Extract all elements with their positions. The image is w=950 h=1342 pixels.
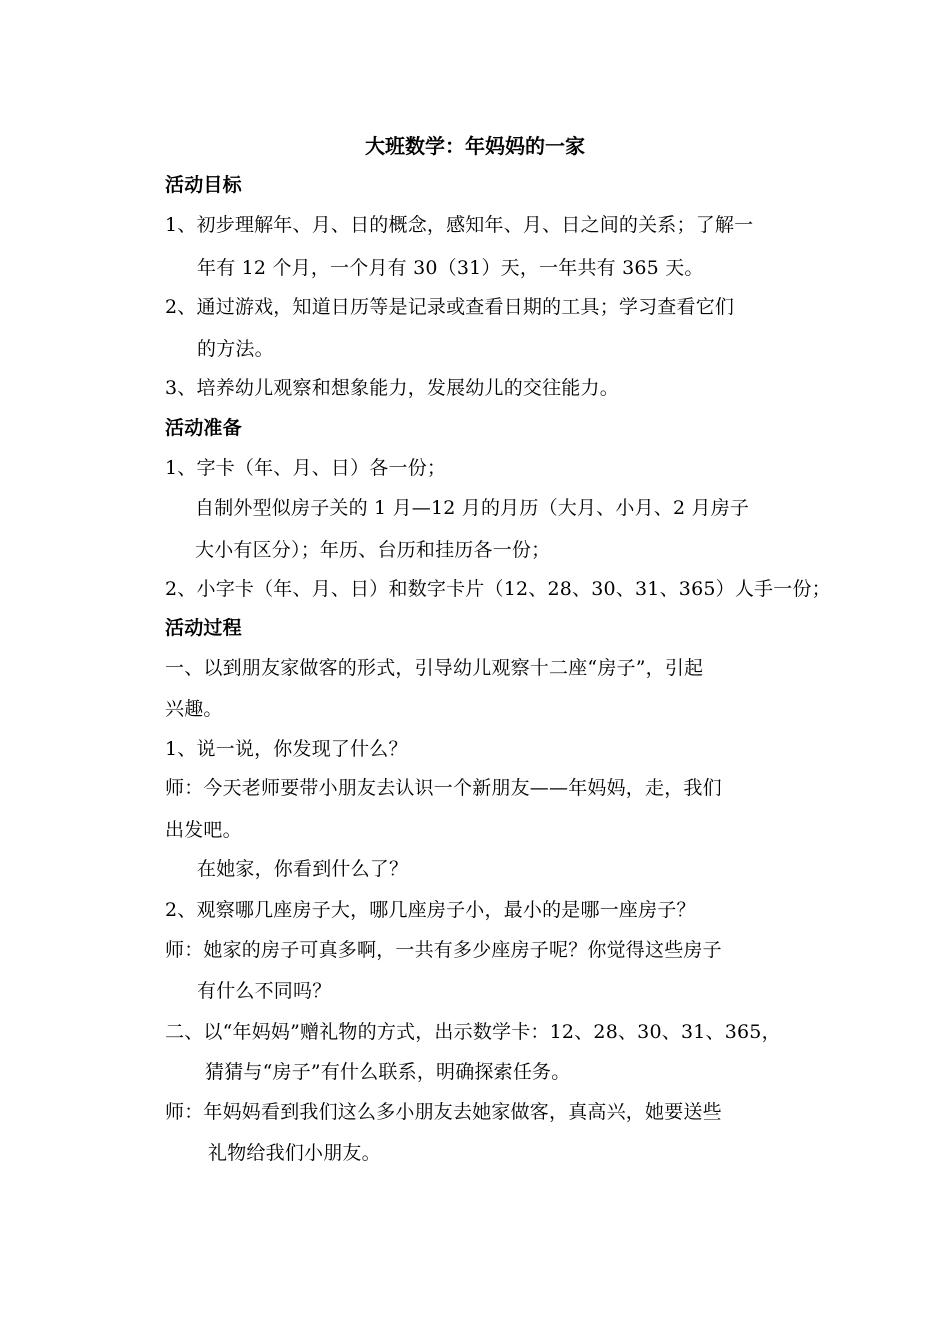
goal-2-line-1: 2、通过游戏，知道日历等是记录或查看日期的工具；学习查看它们 [165,296,735,318]
prep-1: 1、字卡（年、月、日）各一份； [165,457,447,479]
teacher-line-2a: 师：她家的房子可真多啊，一共有多少座房子呢？你觉得这些房子 [165,939,722,961]
prep-1-line-2: 自制外型似房子关的 1 月—12 月的月历（大月、小月、2 月房子 [195,497,750,519]
teacher-line-3b: 礼物给我们小朋友。 [208,1142,381,1164]
teacher-line-3a: 师：年妈妈看到我们这么多小朋友去她家做客，真高兴，她要送些 [165,1101,722,1123]
step-1-item-2: 2、观察哪几座房子大，哪几座房子小，最小的是哪一座房子？ [165,899,696,921]
teacher-line-1a: 师：今天老师要带小朋友去认识一个新朋友——年妈妈，走，我们 [165,777,722,799]
page-title: 大班数学：年妈妈的一家 [365,134,585,158]
teacher-line-1c: 在她家，你看到什么了？ [197,858,409,880]
prep-1-line-3: 大小有区分）；年历、台历和挂历各一份； [195,539,551,561]
teacher-line-1b: 出发吧。 [165,819,242,841]
step-1-line-1: 一、以到朋友家做客的形式，引导幼儿观察十二座“房子”，引起 [165,657,704,679]
step-2-line-1: 二、以“年妈妈”赠礼物的方式，出示数学卡：12、28、30、31、365， [165,1021,781,1043]
step-1-line-2: 兴趣。 [165,698,223,720]
teacher-line-2b: 有什么不同吗？ [197,980,332,1002]
prep-2: 2、小字卡（年、月、日）和数字卡片（12、28、30、31、365）人手一份； [165,578,831,600]
step-1-item-1: 1、说一说，你发现了什么？ [165,738,408,760]
section-heading-process: 活动过程 [165,617,242,639]
goal-1-line-2: 年有 12 个月，一个月有 30（31）天，一年共有 365 天。 [197,257,704,279]
goal-2-line-2: 的方法。 [197,338,274,360]
step-2-line-2: 猜猜与“房子”有什么联系，明确探索任务。 [205,1061,571,1083]
section-heading-preparation: 活动准备 [165,417,242,439]
goal-1-line-1: 1、初步理解年、月、日的概念，感知年、月、日之间的关系；了解一 [165,214,754,236]
section-heading-goals: 活动目标 [165,174,242,196]
goal-3: 3、培养幼儿观察和想象能力，发展幼儿的交往能力。 [165,377,619,399]
